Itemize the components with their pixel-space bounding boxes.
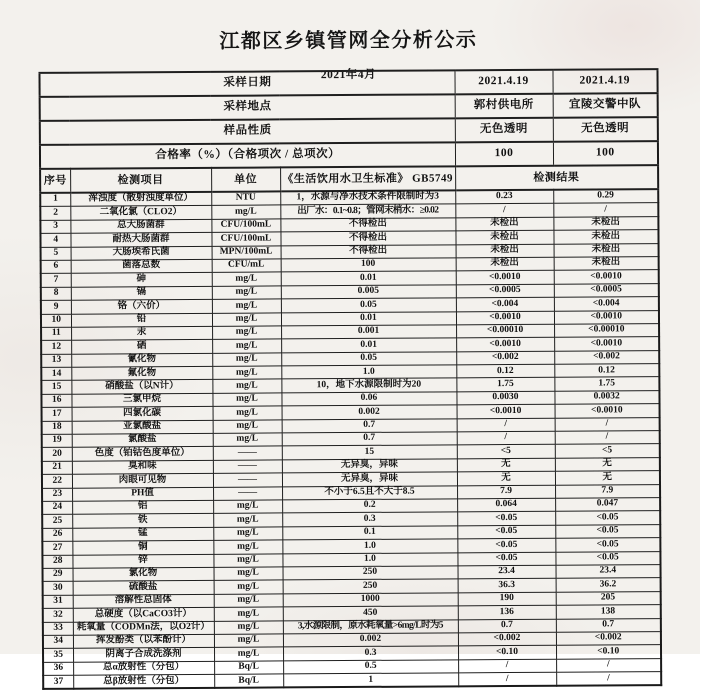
col-result-site-1: 1.75 — [456, 378, 554, 392]
col-result-site-1: / — [458, 672, 556, 686]
col-standard-limit: 250 — [283, 579, 458, 593]
data-rows — [40, 189, 661, 689]
col-unit: mg/L — [213, 406, 282, 420]
col-result-site-1: 未检出 — [455, 230, 553, 244]
col-item-name: 汞 — [71, 326, 212, 340]
col-result-site-2: <0.0010 — [555, 404, 660, 418]
col-unit: NTU — [211, 191, 280, 205]
col-result-site-2: 138 — [556, 605, 661, 619]
col-row-number: 21 — [42, 461, 72, 475]
col-standard-limit: 0.05 — [281, 298, 456, 312]
col-row-number: 36 — [43, 662, 73, 676]
col-unit: mg/L — [212, 353, 281, 367]
col-result-site-2: 0.0032 — [554, 390, 659, 404]
col-result-site-1: <0.0010 — [456, 271, 554, 285]
col-item-name: 铝 — [72, 500, 213, 514]
col-result-site-2: 7.9 — [555, 484, 660, 498]
col-standard-limit: 0.1 — [282, 526, 457, 540]
pass-rate-site-1: 100 — [455, 142, 553, 167]
col-result-site-2: <0.05 — [555, 538, 660, 552]
col-result-site-2: <0.05 — [555, 524, 660, 538]
col-item-name: 锌 — [72, 554, 213, 568]
col-unit: mg/L — [212, 286, 281, 300]
header-item: 检测项目 — [70, 168, 211, 193]
col-result-site-2: 无 — [555, 457, 660, 471]
col-standard-limit: 100 — [281, 258, 456, 272]
col-result-site-2: <0.0005 — [554, 283, 659, 297]
col-result-site-1: 无 — [457, 458, 555, 472]
col-item-name: 氯化物 — [73, 567, 214, 581]
col-row-number: 2 — [40, 207, 70, 221]
col-unit: mg/L — [213, 433, 282, 447]
col-row-number: 34 — [43, 635, 73, 649]
col-item-name: 镉 — [71, 286, 212, 300]
col-item-name: 总硬度（以CaCO3计） — [73, 607, 214, 621]
col-unit: mg/L — [213, 553, 282, 567]
col-item-name: 二氧化氯（CLO2） — [70, 206, 211, 220]
info-section — [39, 69, 658, 193]
col-row-number: 9 — [41, 300, 71, 314]
col-row-number: 13 — [41, 354, 71, 368]
col-row-number: 27 — [42, 541, 72, 555]
col-result-site-1: <0.0010 — [456, 311, 554, 325]
col-result-site-1: / — [455, 204, 553, 218]
col-result-site-1: <0.00010 — [456, 324, 554, 338]
col-item-name: 硝酸盐（以N计） — [71, 380, 212, 394]
col-row-number: 24 — [42, 501, 72, 515]
col-item-name: 臭和味 — [72, 460, 213, 474]
col-item-name: 阴离子合成洗涤剂 — [73, 648, 214, 662]
col-result-site-1: <0.0010 — [457, 405, 555, 419]
col-result-site-1: <0.0005 — [456, 284, 554, 298]
col-row-number: 32 — [43, 608, 73, 622]
col-standard-limit: 0.3 — [282, 512, 457, 526]
col-row-number: 29 — [43, 568, 73, 582]
col-result-site-2: / — [556, 672, 661, 687]
col-result-site-2: / — [553, 203, 658, 217]
col-result-site-1: <0.05 — [457, 512, 555, 526]
col-standard-limit: 0.7 — [282, 418, 457, 432]
col-unit: mg/L — [213, 513, 282, 527]
col-result-site-2: 未检出 — [554, 257, 659, 271]
col-result-site-1: <5 — [457, 445, 555, 459]
col-result-site-2: <0.002 — [556, 631, 661, 645]
col-item-name: 锰 — [72, 527, 213, 541]
col-result-site-2: 205 — [556, 591, 661, 605]
water-quality-table — [38, 68, 662, 690]
col-row-number: 1 — [40, 193, 70, 207]
header-unit: 单位 — [211, 167, 280, 191]
col-unit: mg/L — [212, 299, 281, 313]
col-row-number: 15 — [41, 381, 71, 395]
col-unit: mg/L — [214, 634, 283, 648]
col-result-site-2: 未检出 — [553, 230, 658, 244]
info-label-sampling-date: 采样日期 — [39, 70, 454, 97]
col-standard-limit: 0.7 — [282, 432, 457, 446]
col-result-site-1: 136 — [458, 605, 556, 619]
col-unit: mg/L — [214, 594, 283, 608]
col-row-number: 17 — [42, 407, 72, 421]
col-row-number: 7 — [41, 274, 71, 288]
sampling-location-site-1: 郭村供电所 — [455, 94, 553, 119]
col-item-name: 铅 — [71, 313, 212, 327]
col-standard-limit: 不得检出 — [280, 231, 455, 245]
col-result-site-2: / — [556, 658, 661, 672]
col-result-site-1: 0.064 — [457, 498, 555, 512]
col-result-site-1: 0.12 — [456, 364, 554, 378]
col-standard-limit: 0.001 — [281, 325, 456, 339]
col-item-name: 氯酸盐 — [72, 433, 213, 447]
col-row-number: 11 — [41, 327, 71, 341]
col-result-site-1: 7.9 — [457, 485, 555, 499]
col-unit: Bq/L — [214, 661, 283, 675]
col-item-name: 铬（六价） — [71, 299, 212, 313]
col-row-number: 35 — [43, 648, 73, 662]
col-result-site-2: <0.10 — [556, 645, 661, 659]
col-standard-limit: 0.01 — [281, 338, 456, 352]
col-standard-limit: 0.2 — [282, 499, 457, 513]
col-standard-limit: 0.005 — [281, 285, 456, 299]
col-result-site-2: / — [555, 417, 660, 431]
col-unit: mg/L — [213, 420, 282, 434]
col-row-number: 3 — [40, 220, 70, 234]
col-unit: Bq/L — [214, 674, 283, 688]
col-result-site-1: <0.05 — [457, 538, 555, 552]
col-unit: mg/L — [214, 647, 283, 661]
col-row-number: 28 — [42, 555, 72, 569]
col-standard-limit: 无异臭，异味 — [282, 472, 457, 486]
col-standard-limit: 0.002 — [282, 405, 457, 419]
col-standard-limit: 0.01 — [281, 271, 456, 285]
col-standard-limit: 10，地下水源限制时为20 — [281, 378, 456, 392]
col-row-number: 12 — [41, 341, 71, 355]
col-unit: mg/L — [212, 379, 281, 393]
col-row-number: 31 — [43, 595, 73, 609]
col-result-site-2: <0.05 — [555, 511, 660, 525]
sampling-location-site-2: 宜陵交警中队 — [553, 93, 658, 118]
col-result-site-2: <0.004 — [554, 297, 659, 311]
col-row-number: 37 — [43, 675, 73, 689]
col-item-name: 大肠埃希氏菌 — [71, 246, 212, 260]
col-result-site-1: 未检出 — [455, 217, 553, 231]
col-result-site-2: <0.0010 — [554, 337, 659, 351]
col-result-site-1: 190 — [458, 592, 556, 606]
col-unit: mg/L — [213, 500, 282, 514]
col-standard-limit: 0.002 — [283, 633, 458, 647]
col-result-site-1: 0.7 — [458, 619, 556, 633]
col-row-number: 30 — [43, 582, 73, 596]
col-row-number: 6 — [41, 260, 71, 274]
col-result-site-1: / — [457, 431, 555, 445]
col-row-number: 33 — [43, 622, 73, 636]
col-row-number: 8 — [41, 287, 71, 301]
col-result-site-1: <0.05 — [457, 525, 555, 539]
col-item-name: 氰化物 — [71, 353, 212, 367]
col-unit: CFU/100mL — [211, 232, 280, 246]
info-label-pass-rate: 合格率（%）（合格项次 / 总项次） — [40, 142, 455, 169]
col-standard-limit: 不得检出 — [280, 218, 455, 232]
col-result-site-2: <0.002 — [554, 350, 659, 364]
col-row-number: 4 — [40, 233, 70, 247]
col-result-site-1: <0.0010 — [456, 338, 554, 352]
col-unit: mg/L — [212, 326, 281, 340]
sampling-date-site-1: 2021.4.19 — [454, 70, 552, 95]
col-standard-limit: 3,水源限制，原水耗氧量>6mg/L时为5 — [283, 619, 458, 633]
col-item-name: 三氯甲烷 — [71, 393, 212, 407]
col-item-name: 总大肠菌群 — [70, 219, 211, 233]
col-row-number: 5 — [41, 247, 71, 261]
col-result-site-2: 0.047 — [555, 498, 660, 512]
col-result-site-1: 0.23 — [455, 190, 553, 204]
col-standard-limit: 不小于6.5且不大于8.5 — [282, 485, 457, 499]
col-result-site-1: / — [458, 659, 556, 673]
col-result-site-1: 无 — [457, 471, 555, 485]
col-standard-limit: 出厂水：0.1~0.8；管网末梢水：≥0.02 — [280, 204, 455, 218]
col-row-number: 20 — [42, 448, 72, 462]
col-standard-limit: 15 — [282, 445, 457, 459]
col-item-name: 浑浊度（散射浊度单位） — [70, 192, 211, 207]
col-standard-limit: 1.0 — [282, 552, 457, 566]
col-unit: —— — [213, 487, 282, 501]
col-result-site-1: 未检出 — [456, 257, 554, 271]
info-label-sampling-location: 采样地点 — [40, 94, 455, 121]
col-item-name: PH值 — [72, 487, 213, 501]
col-unit: CFU/100mL — [211, 219, 280, 233]
col-standard-limit: 250 — [283, 566, 458, 580]
col-result-site-1: 36.3 — [458, 579, 556, 593]
report-month: 2021年4月 — [320, 68, 377, 82]
col-item-name: 溶解性总固体 — [73, 594, 214, 608]
col-result-site-2: <5 — [555, 444, 660, 458]
col-standard-limit: 0.05 — [281, 352, 456, 366]
col-unit: CFU/mL — [212, 259, 281, 273]
col-item-name: 铜 — [72, 540, 213, 554]
col-standard-limit: 无异臭，异味 — [282, 459, 457, 473]
col-result-site-1: <0.002 — [456, 351, 554, 365]
col-item-name: 挥发酚类（以苯酚计） — [73, 634, 214, 648]
col-item-name: 耐热大肠菌群 — [70, 233, 211, 247]
col-result-site-2: 0.7 — [556, 618, 661, 632]
col-result-site-2: 1.75 — [554, 377, 659, 391]
col-item-name: 菌落总数 — [71, 259, 212, 273]
col-result-site-1: <0.002 — [458, 632, 556, 646]
col-item-name: 砷 — [71, 273, 212, 287]
col-result-site-2: / — [555, 431, 660, 445]
col-result-site-1: <0.05 — [457, 552, 555, 566]
info-label-sample-nature: 样品性质 — [40, 118, 455, 145]
col-standard-limit: 0.5 — [283, 660, 458, 674]
col-standard-limit: 不得检出 — [281, 244, 456, 258]
col-result-site-2: <0.00010 — [554, 324, 659, 338]
col-unit: mg/L — [214, 580, 283, 594]
col-item-name: 氟化物 — [71, 366, 212, 380]
sample-nature-site-1: 无色透明 — [455, 118, 553, 143]
col-standard-limit: 1.0 — [281, 365, 456, 379]
col-standard-limit: 1，水源与净水技术条件限制时为3 — [280, 190, 455, 205]
col-unit: mg/L — [212, 366, 281, 380]
col-unit: mg/L — [213, 540, 282, 554]
col-unit: mg/L — [214, 567, 283, 581]
col-result-site-1: 23.4 — [458, 565, 556, 579]
col-result-site-2: 未检出 — [553, 216, 658, 230]
col-item-name: 硒 — [71, 340, 212, 354]
col-row-number: 18 — [42, 421, 72, 435]
col-unit: mg/L — [214, 620, 283, 634]
col-result-site-2: 0.29 — [553, 189, 658, 204]
col-item-name: 色度（铂钴色度单位） — [72, 447, 213, 461]
col-result-site-2: 无 — [555, 471, 660, 485]
pass-rate-site-2: 100 — [553, 141, 658, 166]
col-row-number: 10 — [41, 314, 71, 328]
col-result-site-2: 36.2 — [556, 578, 661, 592]
col-item-name: 总α放射性（分包） — [73, 661, 214, 675]
col-row-number: 16 — [41, 394, 71, 408]
col-item-name: 铁 — [72, 514, 213, 528]
col-standard-limit: 0.3 — [283, 646, 458, 660]
col-standard-limit: 1.0 — [282, 539, 457, 553]
col-row-number: 14 — [41, 367, 71, 381]
col-item-name: 耗氧量（CODMn法，以O2计） — [73, 621, 214, 635]
col-unit: —— — [213, 473, 282, 487]
col-item-name: 肉眼可见物 — [72, 474, 213, 488]
col-standard-limit: 1000 — [283, 593, 458, 607]
col-unit: mg/L — [212, 312, 281, 326]
header-standard: 《生活饮用水卫生标准》 GB5749 — [280, 166, 455, 191]
col-unit: mg/L — [212, 339, 281, 353]
col-standard-limit: 1 — [283, 673, 458, 688]
col-unit: mg/L — [213, 527, 282, 541]
col-unit: MPN/100mL — [212, 245, 281, 259]
col-standard-limit: 0.01 — [281, 311, 456, 325]
col-result-site-2: 未检出 — [554, 243, 659, 257]
col-result-site-2: 23.4 — [556, 565, 661, 579]
col-unit: mg/L — [214, 607, 283, 621]
col-item-name: 硫酸盐 — [73, 581, 214, 595]
col-unit: —— — [213, 446, 282, 460]
sampling-date-site-2: 2021.4.19 — [552, 69, 657, 94]
header-result: 检测结果 — [455, 165, 658, 190]
col-unit: mg/L — [211, 205, 280, 219]
col-result-site-1: 未检出 — [456, 244, 554, 258]
col-item-name: 亚氯酸盐 — [72, 420, 213, 434]
col-result-site-1: <0.004 — [456, 297, 554, 311]
col-row-number: 19 — [42, 434, 72, 448]
col-item-name: 总β放射性（分包） — [73, 674, 214, 689]
col-standard-limit: 0.06 — [281, 392, 456, 406]
col-standard-limit: 450 — [283, 606, 458, 620]
table-row — [43, 672, 661, 690]
sample-nature-site-2: 无色透明 — [553, 117, 658, 142]
col-row-number: 23 — [42, 488, 72, 502]
col-unit: —— — [213, 460, 282, 474]
col-unit: mg/L — [212, 393, 281, 407]
header-no: 序号 — [40, 169, 70, 193]
col-result-site-2: <0.05 — [555, 551, 660, 565]
col-result-site-2: <0.0010 — [554, 310, 659, 324]
col-result-site-1: / — [457, 418, 555, 432]
col-item-name: 四氯化碳 — [72, 407, 213, 421]
col-result-site-2: 0.12 — [554, 364, 659, 378]
col-unit: mg/L — [212, 272, 281, 286]
col-row-number: 22 — [42, 474, 72, 488]
col-result-site-1: 0.0030 — [456, 391, 554, 405]
col-row-number: 25 — [42, 515, 72, 529]
col-row-number: 26 — [42, 528, 72, 542]
col-result-site-1: <0.10 — [458, 646, 556, 660]
page-title: 江都区乡镇管网全分析公示 — [219, 29, 478, 53]
col-result-site-2: <0.0010 — [554, 270, 659, 284]
